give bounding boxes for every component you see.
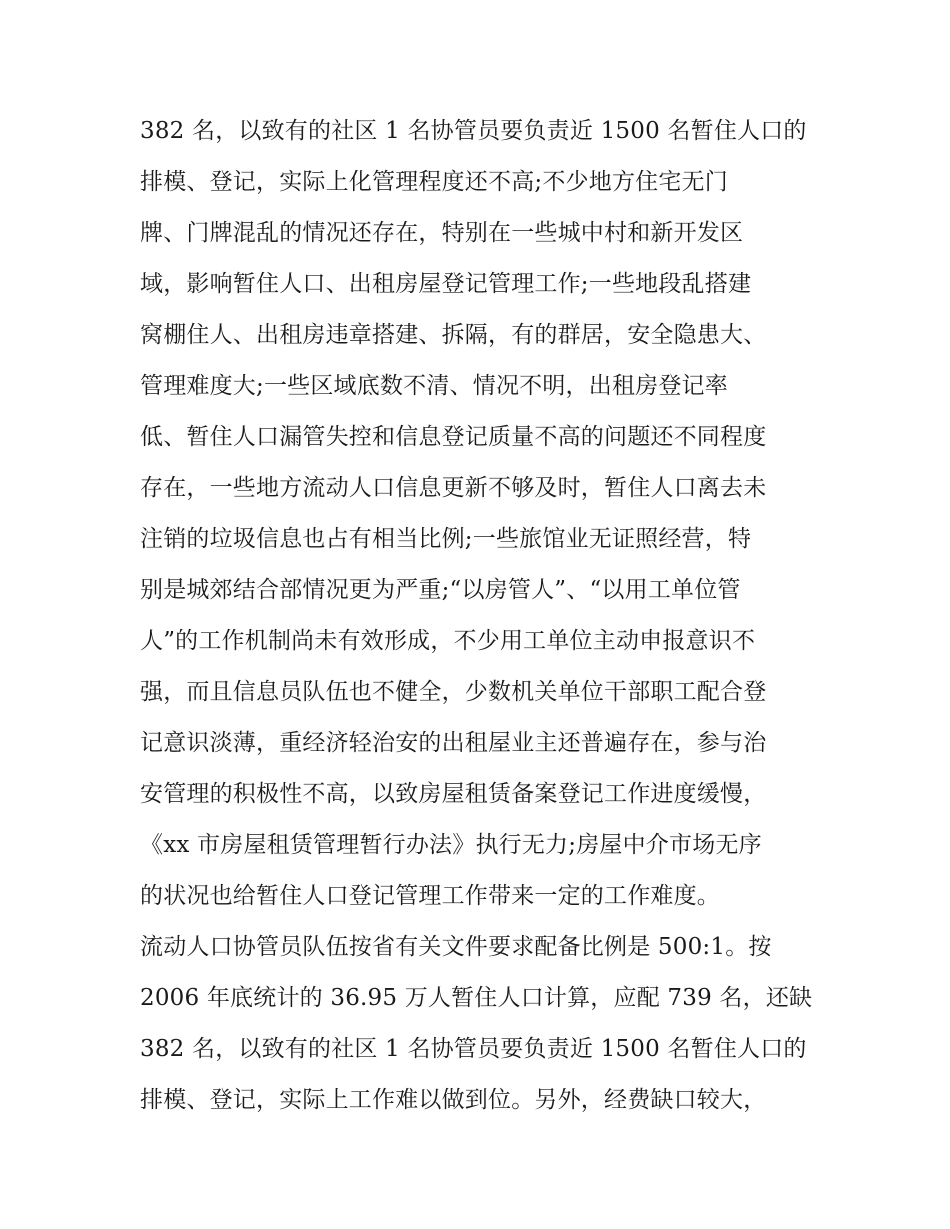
- text-line: 排模、登记，实际上化管理程度还不高;不少地方住宅无门: [140, 169, 728, 195]
- text-line: 记意识淡薄，重经济轻治安的出租屋业主还普遍存在，参与治: [140, 730, 767, 756]
- text-line: 382 名，以致有的社区 1 名协管员要负责近 1500 名暂住人口的: [140, 118, 807, 144]
- text-line: 流动人口协管员队伍按省有关文件要求配备比例是 500:1。按: [140, 934, 772, 960]
- text-line: 《xx 市房屋租赁管理暂行办法》执行无力;房屋中介市场无序: [140, 832, 762, 858]
- text-line: 域，影响暂住人口、出租房屋登记管理工作;一些地段乱搭建: [140, 271, 752, 297]
- text-line: 的状况也给暂住人口登记管理工作带来一定的工作难度。: [140, 883, 720, 909]
- text-line: 窝棚住人、出租房违章搭建、拆隔，有的群居，安全隐患大、: [140, 322, 767, 348]
- text-line: 人”的工作机制尚未有效形成，不少用工单位主动申报意识不: [140, 628, 756, 654]
- text-line: 安管理的积极性不高，以致房屋租赁备案登记工作进度缓慢，: [140, 781, 767, 807]
- text-line: 牌、门牌混乱的情况还存在，特别在一些城中村和新开发区: [140, 220, 744, 246]
- text-line: 存在，一些地方流动人口信息更新不够及时，暂住人口离去未: [140, 475, 767, 501]
- text-line: 低、暂住人口漏管失控和信息登记质量不高的问题还不同程度: [140, 424, 767, 450]
- text-line: 2006 年底统计的 36.95 万人暂住人口计算，应配 739 名，还缺: [140, 985, 813, 1011]
- text-line: 382 名，以致有的社区 1 名协管员要负责近 1500 名暂住人口的: [140, 1036, 807, 1062]
- text-line: 注销的垃圾信息也占有相当比例;一些旅馆业无证照经营，特: [140, 526, 752, 552]
- text-line: 管理难度大;一些区域底数不清、情况不明，出租房登记率: [140, 373, 728, 399]
- text-line: 强，而且信息员队伍也不健全，少数机关单位干部职工配合登: [140, 679, 767, 705]
- body-text: [140, 106, 830, 1126]
- text-line: 别是城郊结合部情况更为严重;“以房管人”、“以用工单位管: [140, 577, 741, 603]
- text-line: 排模、登记，实际上工作难以做到位。另外，经费缺口较大，: [140, 1087, 767, 1113]
